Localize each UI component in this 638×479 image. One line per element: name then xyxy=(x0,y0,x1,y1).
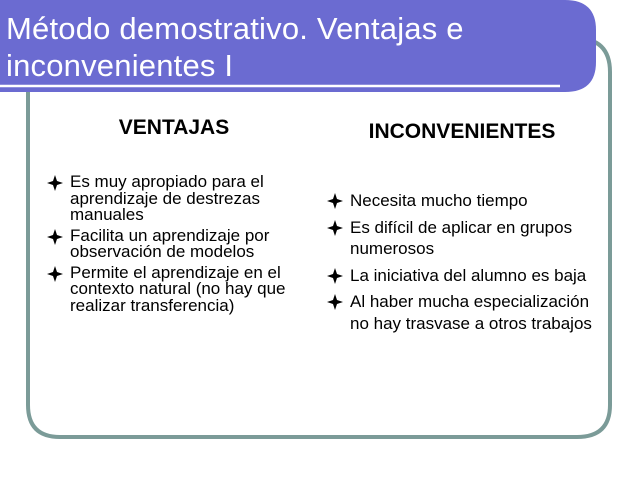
list-item xyxy=(40,262,310,315)
list-item xyxy=(320,265,600,287)
inconvenientes-heading: INCONVENIENTES xyxy=(368,120,556,143)
list-item xyxy=(320,217,600,260)
title-line-2: inconvenientes I xyxy=(6,48,234,83)
diamond-bullet-icon xyxy=(327,193,343,209)
inconvenientes-list xyxy=(320,190,600,339)
diamond-bullet-icon xyxy=(47,229,63,245)
diamond-bullet-icon xyxy=(327,268,343,284)
ventajas-heading: VENTAJAS xyxy=(118,116,230,139)
list-item xyxy=(40,174,310,224)
list-item xyxy=(40,225,310,261)
diamond-bullet-icon xyxy=(47,175,63,191)
list-item-text: Es difícil de aplicar en grupos numerosos xyxy=(350,217,573,258)
list-item-text: La iniciativa del alumno es baja xyxy=(350,265,587,285)
diamond-bullet-icon xyxy=(47,266,63,282)
ventajas-list xyxy=(40,174,310,318)
list-item-text: Facilita un aprendizaje por observación de modelos xyxy=(70,225,270,261)
list-item-text: Necesita mucho tiempo xyxy=(350,191,528,210)
diamond-bullet-icon xyxy=(327,294,343,310)
list-item-text: Permite el aprendizaje en el contexto natural (no hay que realizar transferencia) xyxy=(70,262,286,315)
list-item-text: Es muy apropiado para el aprendizaje de destrezas manuales xyxy=(70,172,264,224)
diamond-bullet-icon xyxy=(327,220,343,236)
slide-title xyxy=(6,10,586,84)
list-item xyxy=(320,291,600,334)
title-line-1: Método demostrativo. Ventajas e xyxy=(6,11,464,46)
list-item-text: Al haber mucha especialización no hay trasvase a otros trabajos xyxy=(350,292,592,333)
list-item xyxy=(320,190,600,212)
